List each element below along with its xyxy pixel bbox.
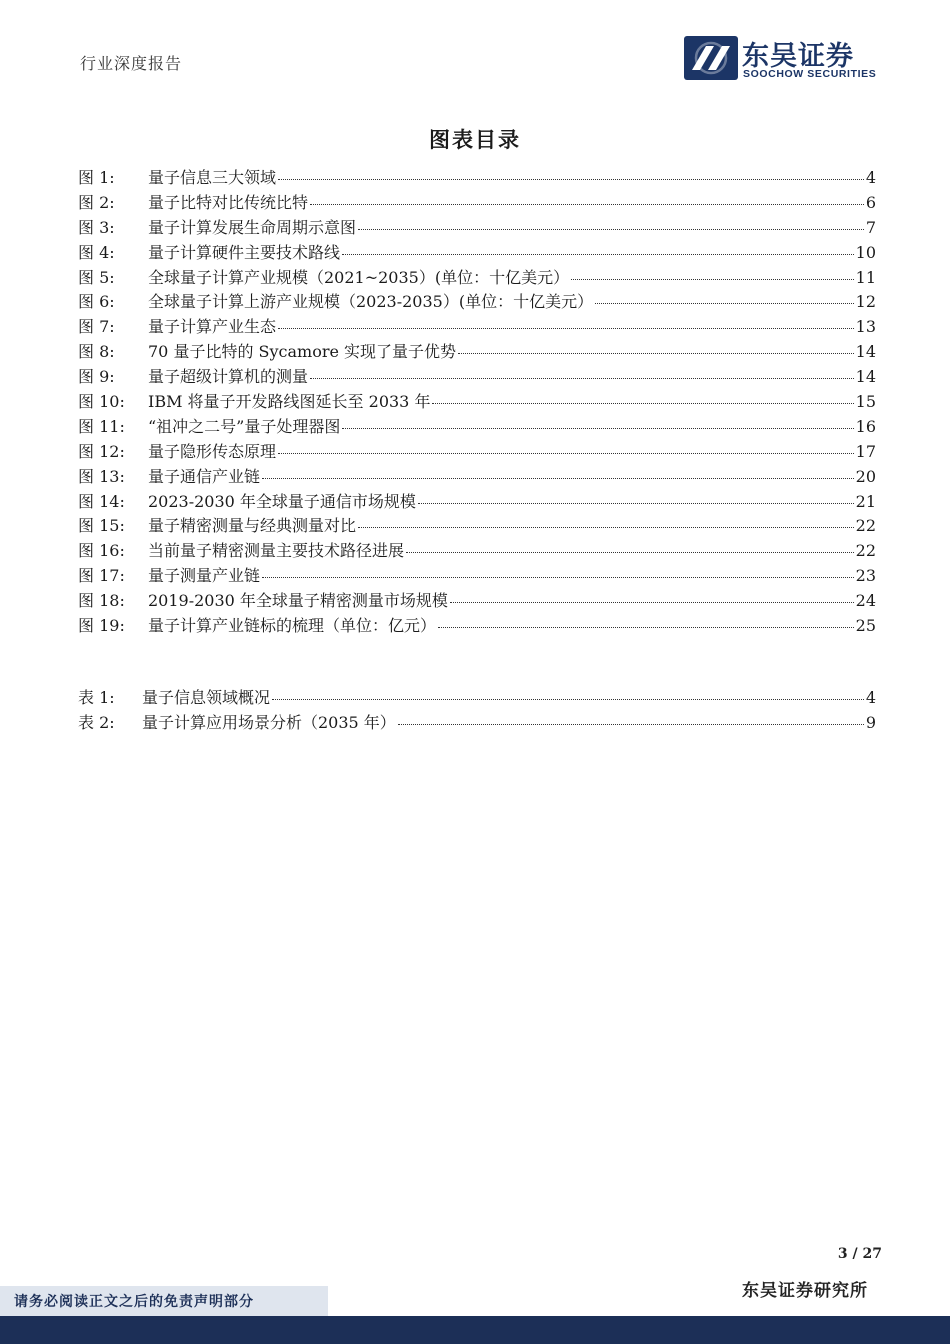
toc-item-page: 24 [855, 591, 876, 611]
toc-item-page: 6 [865, 192, 876, 212]
toc-leader-dots [571, 279, 854, 280]
toc-item-text: IBM 将量子开发路线图延长至 2033 年 [148, 392, 431, 412]
toc-item-page: 15 [855, 392, 876, 412]
logo-chinese-text: 东吴证券 [742, 41, 854, 72]
toc-figure-entry[interactable] [78, 191, 876, 216]
toc-item-page: 14 [855, 367, 876, 387]
toc-item-text: 全球量子计算产业规模（2021~2035）(单位：十亿美元） [148, 267, 570, 287]
toc-leader-dots [458, 353, 854, 354]
toc-figure-entry[interactable] [78, 216, 876, 241]
toc-item-page: 9 [865, 712, 876, 732]
toc-figure-entry[interactable] [78, 440, 876, 465]
toc-item-page: 12 [855, 292, 876, 312]
toc-item-label: 图 15: [78, 516, 125, 536]
toc-item-text: 70 量子比特的 Sycamore 实现了量子优势 [148, 342, 457, 362]
toc-item-text: 量子计算产业链标的梳理（单位：亿元） [148, 616, 437, 636]
report-type-label: 行业深度报告 [80, 54, 183, 73]
footer-bar [0, 1316, 950, 1344]
toc-figure-entry[interactable] [78, 514, 876, 539]
toc-item-text: 2019-2030 年全球量子精密测量市场规模 [148, 591, 448, 611]
toc-item-text: 量子精密测量与经典测量对比 [148, 516, 357, 536]
toc-item-page: 17 [855, 441, 876, 461]
toc-item-text: 量子计算发展生命周期示意图 [148, 217, 357, 237]
toc-leader-dots [310, 204, 864, 205]
toc-figure-entry[interactable] [78, 465, 876, 490]
toc-figure-entry[interactable] [78, 589, 876, 614]
toc-item-page: 11 [855, 267, 876, 287]
toc-item-page: 21 [855, 491, 876, 511]
toc-leader-dots [438, 627, 854, 628]
toc-item-label: 表 2: [78, 712, 115, 732]
toc-item-text: 量子通信产业链 [148, 466, 261, 486]
toc-item-page: 7 [865, 217, 876, 237]
disclaimer-band [0, 1286, 328, 1316]
toc-item-page: 23 [855, 566, 876, 586]
toc-leader-dots [262, 577, 854, 578]
toc-title: 图表目录 [429, 127, 521, 152]
toc-figure-entry[interactable] [78, 490, 876, 515]
toc-item-label: 图 17: [78, 566, 125, 586]
toc-item-page: 4 [865, 688, 876, 707]
toc-leader-dots [272, 699, 864, 700]
table-list [78, 686, 876, 736]
toc-item-text: 量子测量产业链 [148, 566, 261, 586]
toc-item-text: 量子隐形传态原理 [148, 441, 277, 461]
toc-item-label: 图 10: [78, 392, 125, 412]
toc-leader-dots [358, 527, 854, 528]
toc-item-label: 图 18: [78, 591, 125, 611]
toc-figure-entry[interactable] [78, 315, 876, 340]
toc-item-label: 图 12: [78, 441, 125, 461]
toc-leader-dots [342, 428, 853, 429]
toc-leader-dots [595, 303, 854, 304]
toc-leader-dots [310, 378, 854, 379]
toc-item-label: 图 1: [78, 168, 115, 187]
toc-figure-entry[interactable] [78, 614, 876, 639]
toc-leader-dots [418, 503, 854, 504]
toc-item-text: 量子信息三大领域 [148, 168, 277, 187]
toc-leader-dots [406, 552, 854, 553]
toc-item-label: 图 16: [78, 541, 125, 561]
toc-item-text: 量子计算产业生态 [148, 317, 277, 337]
toc-item-label: 图 5: [78, 267, 115, 287]
toc-leader-dots [450, 602, 854, 603]
toc-table-entry[interactable] [78, 711, 876, 736]
toc-figure-entry[interactable] [78, 241, 876, 266]
company-logo [684, 36, 884, 84]
toc-item-page: 14 [855, 342, 876, 362]
toc-item-text: 量子比特对比传统比特 [148, 192, 309, 212]
disclaimer-text: 请务必阅读正文之后的免责声明部分 [14, 1294, 254, 1310]
toc-item-text: 全球量子计算上游产业规模（2023-2035）(单位：十亿美元） [148, 292, 594, 312]
toc-item-label: 图 8: [78, 342, 115, 362]
toc-figure-entry[interactable] [78, 166, 876, 191]
toc-item-label: 图 11: [78, 416, 125, 436]
toc-item-label: 图 2: [78, 192, 115, 212]
toc-item-label: 图 6: [78, 292, 115, 312]
toc-item-text: 2023-2030 年全球量子通信市场规模 [148, 491, 416, 511]
toc-item-page: 16 [855, 416, 876, 436]
toc-item-text: 量子信息领域概况 [142, 688, 271, 707]
toc-leader-dots [342, 254, 854, 255]
footer-org-name: 东吴证券研究所 [742, 1281, 868, 1301]
toc-item-page: 20 [855, 466, 876, 486]
toc-leader-dots [262, 478, 854, 479]
toc-item-page: 25 [855, 616, 876, 636]
toc-leader-dots [398, 724, 864, 725]
page-indicator: 3 / 27 [837, 1246, 882, 1262]
toc-item-label: 图 19: [78, 616, 125, 636]
toc-item-page: 22 [855, 541, 876, 561]
toc-figure-entry[interactable] [78, 390, 876, 415]
toc-figure-entry[interactable] [78, 340, 876, 365]
toc-leader-dots [278, 328, 854, 329]
toc-item-text: 量子计算应用场景分析（2035 年） [142, 712, 396, 732]
toc-leader-dots [278, 453, 854, 454]
toc-item-page: 13 [855, 317, 876, 337]
toc-item-label: 表 1: [78, 688, 115, 707]
toc-item-page: 4 [865, 168, 876, 187]
toc-figure-entry[interactable] [78, 266, 876, 291]
toc-item-label: 图 3: [78, 217, 115, 237]
logo-english-text: SOOCHOW SECURITIES [743, 68, 877, 80]
toc-leader-dots [278, 179, 864, 180]
toc-leader-dots [432, 403, 853, 404]
toc-item-text: 量子计算硬件主要技术路线 [148, 242, 341, 262]
toc-item-label: 图 13: [78, 466, 125, 486]
toc-item-page: 10 [855, 242, 876, 262]
toc-item-label: 图 9: [78, 367, 115, 387]
toc-item-page: 22 [855, 516, 876, 536]
toc-item-text: 当前量子精密测量主要技术路径进展 [148, 541, 405, 561]
toc-item-label: 图 14: [78, 491, 125, 511]
toc-figure-entry[interactable] [78, 290, 876, 315]
toc-item-text: “祖冲之二号”量子处理器图 [148, 416, 341, 436]
toc-figure-entry[interactable] [78, 365, 876, 390]
toc-figure-entry[interactable] [78, 415, 876, 440]
toc-table-entry[interactable] [78, 686, 876, 711]
toc-figure-entry[interactable] [78, 564, 876, 589]
toc-item-label: 图 4: [78, 242, 115, 262]
figure-list [78, 166, 876, 639]
toc-item-label: 图 7: [78, 317, 115, 337]
toc-figure-entry[interactable] [78, 539, 876, 564]
toc-item-text: 量子超级计算机的测量 [148, 367, 309, 387]
soochow-logo-icon [684, 36, 738, 80]
toc-leader-dots [358, 229, 864, 230]
